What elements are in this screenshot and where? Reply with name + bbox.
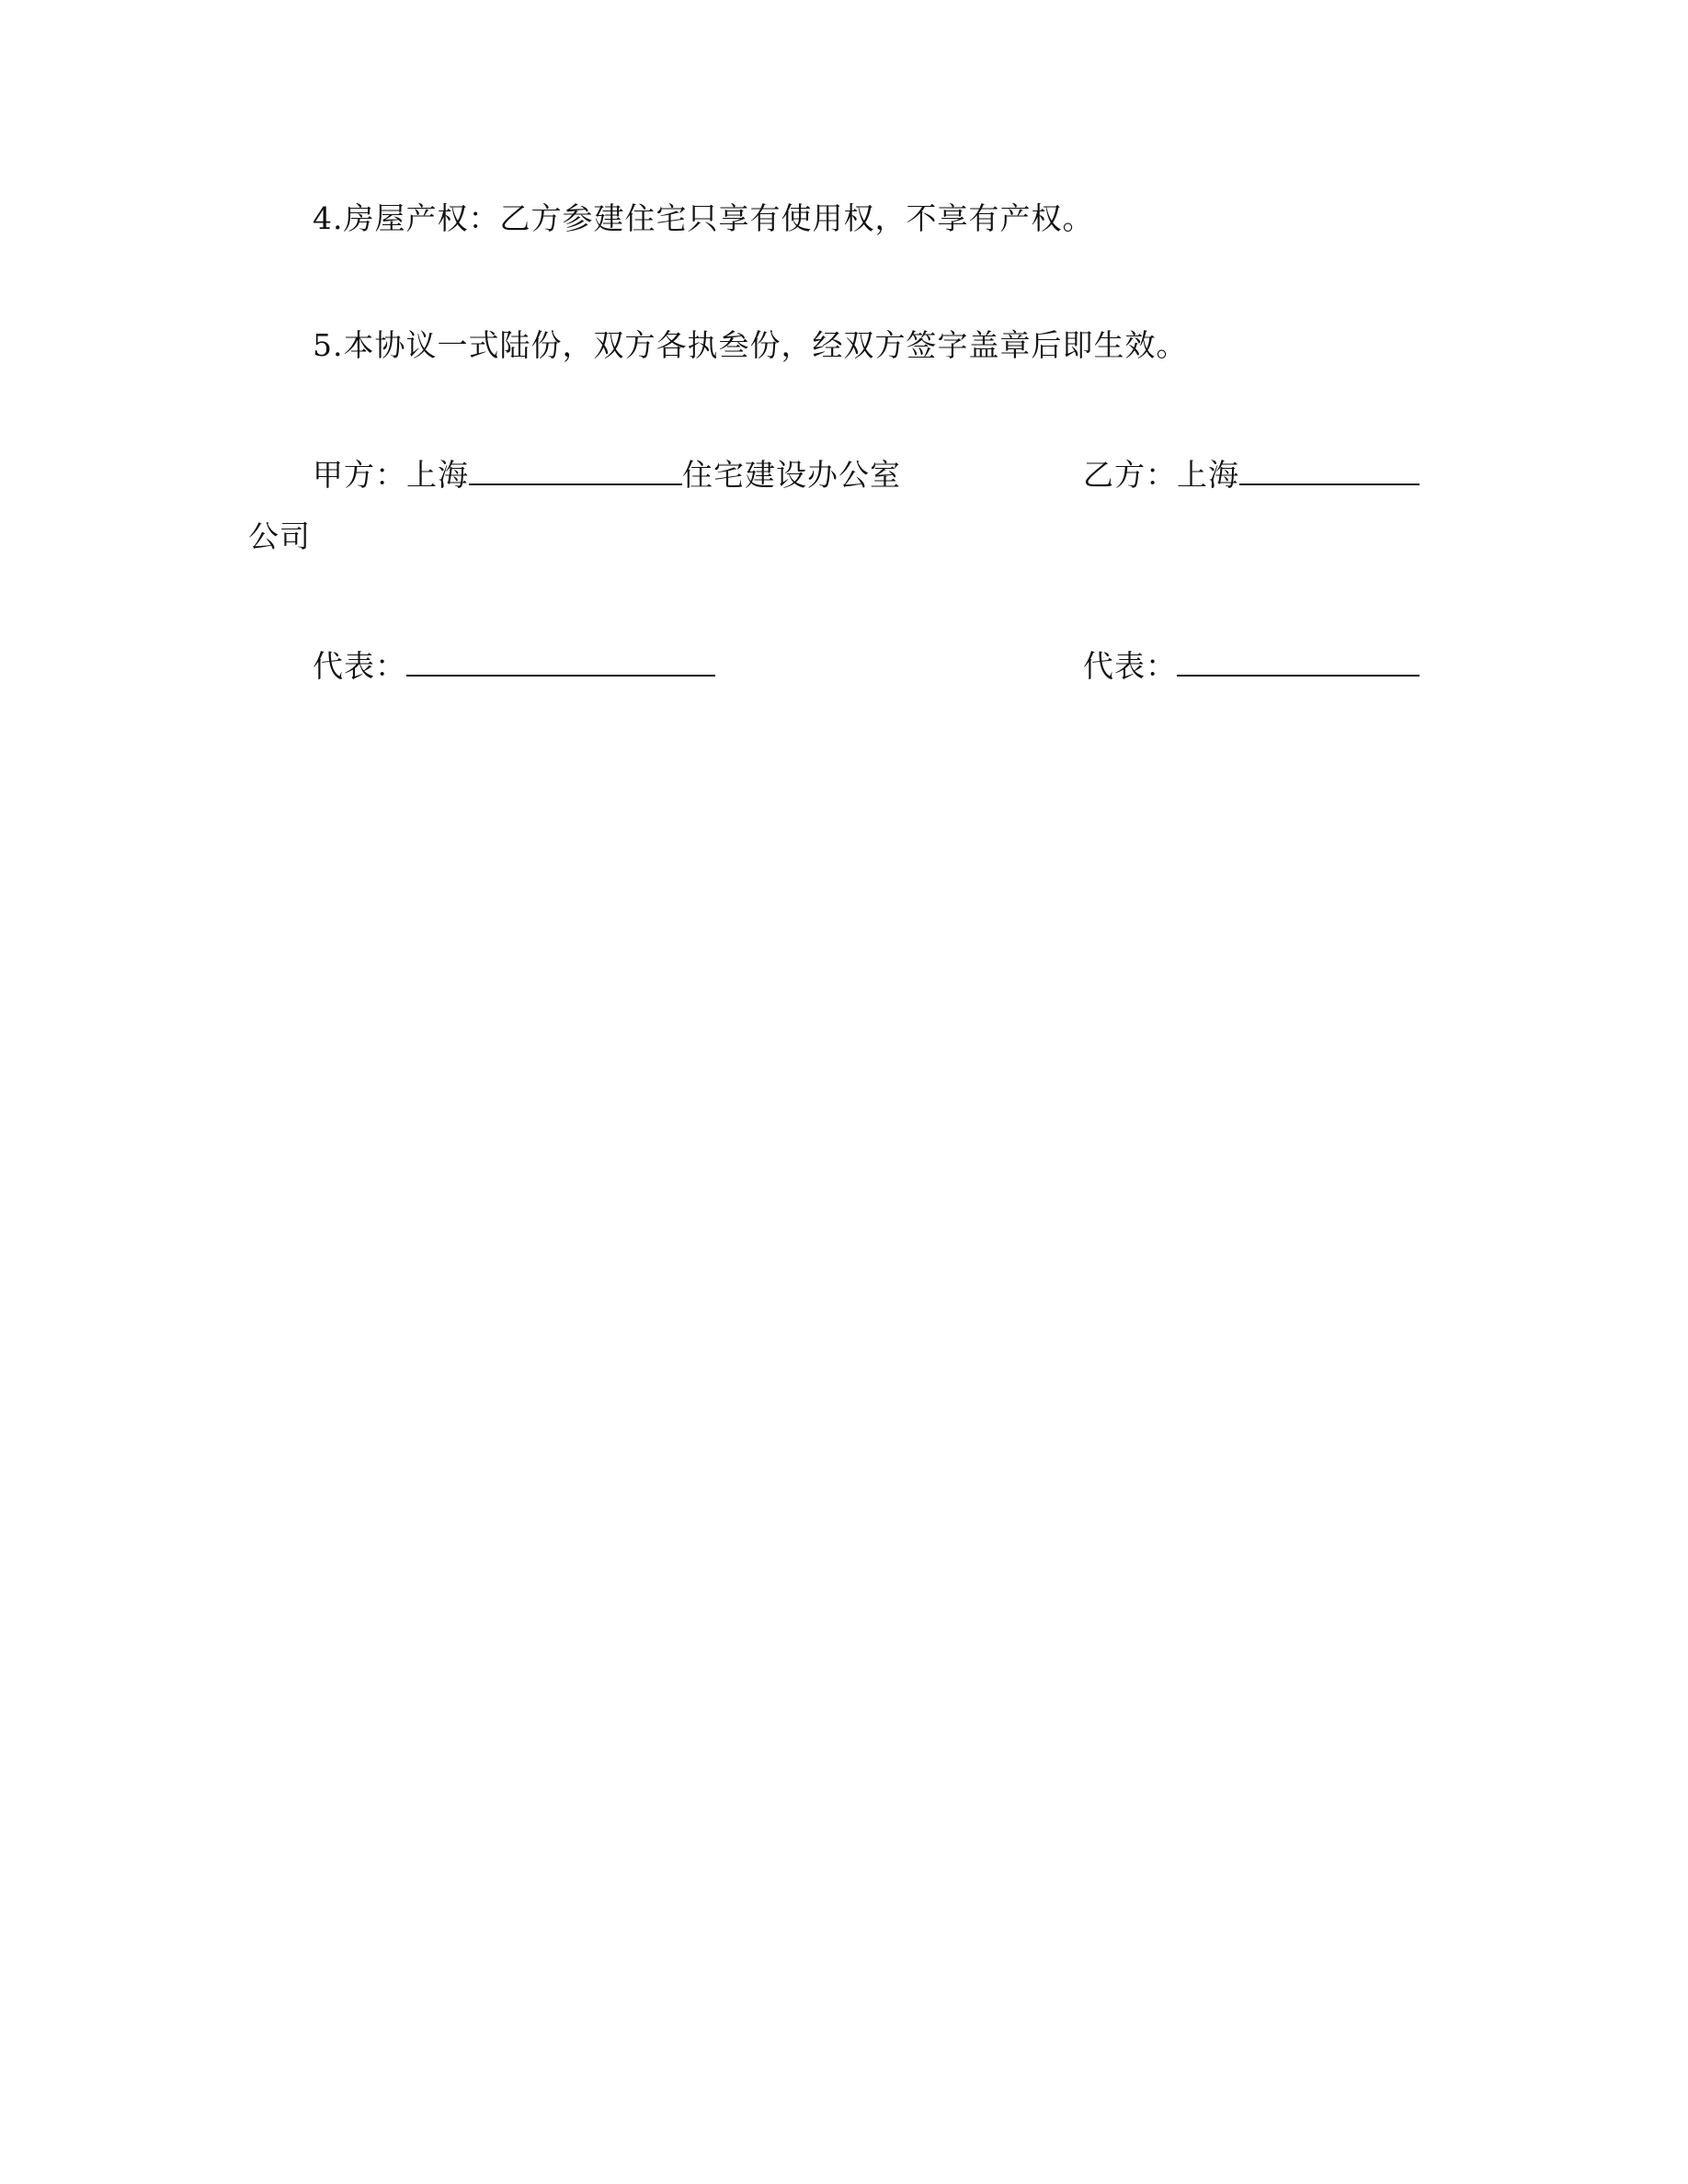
party-b-continuation: [248, 518, 311, 555]
clause-5: [313, 327, 1188, 364]
party-b-prefix: 乙方：上海: [1083, 457, 1239, 493]
clause-5-text: 5.本协议一式陆份，双方各执叁份，经双方签字盖章后即生效。: [313, 327, 1188, 363]
representative-a-label: 代表：: [313, 648, 406, 684]
clause-4: [313, 200, 1094, 237]
representative-b-blank: [1177, 647, 1420, 677]
representative-a-blank: [406, 647, 715, 677]
party-b-line: [1083, 456, 1420, 494]
representative-b-line: [1083, 647, 1420, 685]
party-a-suffix: 住宅建设办公室: [682, 457, 901, 493]
representative-b-label: 代表：: [1083, 648, 1177, 684]
party-b-name-blank: [1239, 456, 1420, 485]
party-a-line: [313, 456, 901, 494]
party-b-continuation-text: 公司: [248, 518, 311, 554]
party-a-prefix: 甲方：上海: [313, 457, 469, 493]
representative-a-line: [313, 647, 715, 685]
clause-4-text: 4.房屋产权：乙方参建住宅只享有使用权，不享有产权。: [313, 200, 1094, 236]
party-a-name-blank: [469, 456, 682, 485]
